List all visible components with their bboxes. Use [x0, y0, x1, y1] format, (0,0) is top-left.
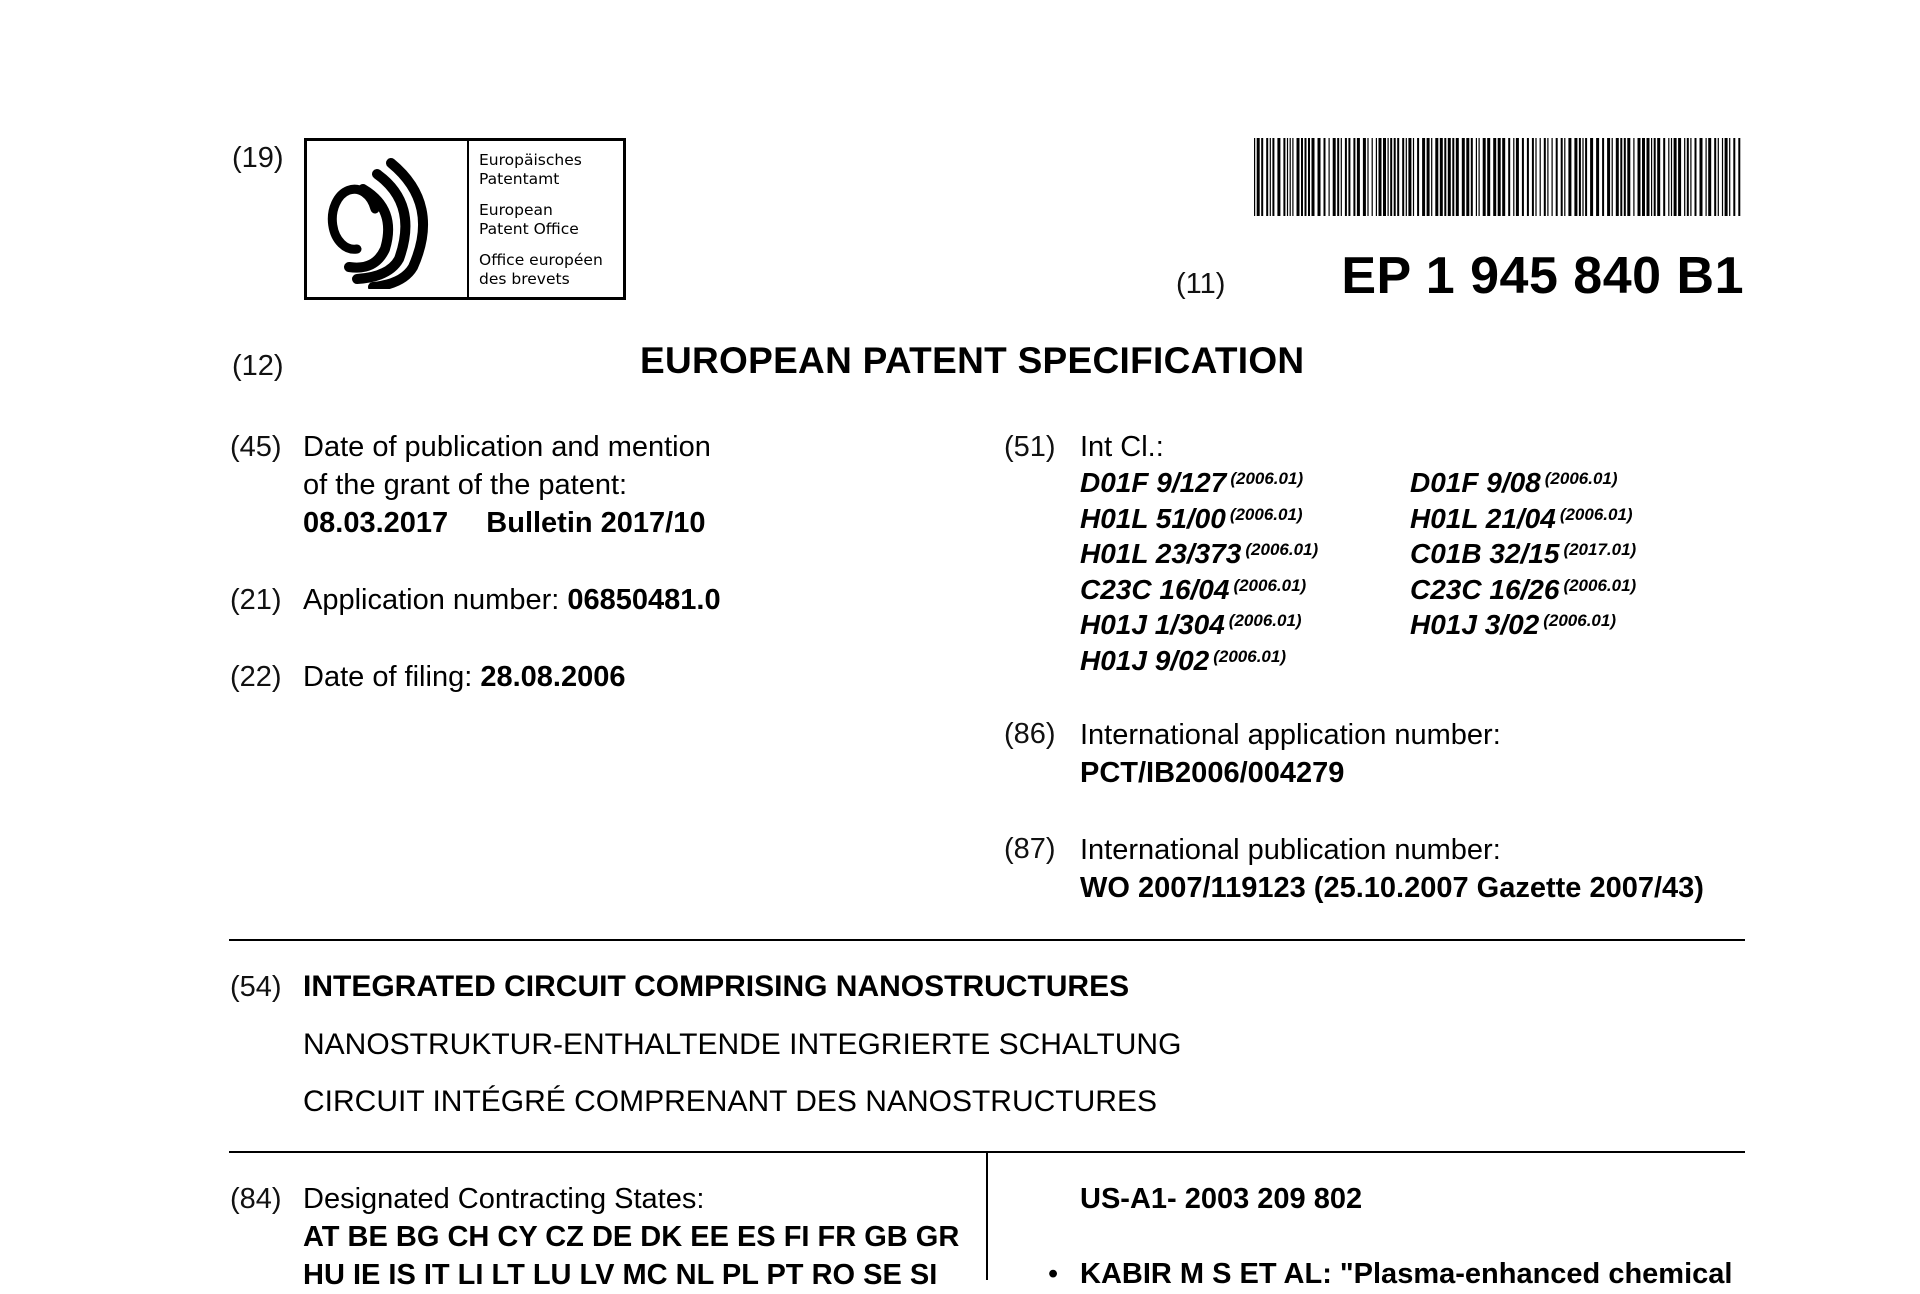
barcode-bar — [1522, 138, 1524, 216]
filing-date: 28.08.2006 — [480, 661, 626, 693]
ipc-class-version: (2006.01) — [1559, 504, 1633, 524]
barcode-bar — [1671, 138, 1672, 216]
barcode-bar — [1431, 138, 1432, 216]
barcode-bar — [1556, 138, 1558, 216]
barcode-bar — [1305, 138, 1307, 216]
barcode-bar — [1379, 138, 1382, 216]
filing-date-row — [303, 658, 625, 696]
barcode-bar — [1487, 138, 1490, 216]
office-name-en-2: Patent Office — [479, 220, 579, 238]
ipc-class-version: (2006.01) — [1229, 504, 1303, 524]
barcode-bar — [1502, 138, 1505, 216]
barcode-bar — [1394, 138, 1396, 216]
barcode-bar — [1301, 138, 1303, 216]
inid-code-54: (54) — [230, 971, 282, 1003]
designated-states-line-2: HU IE IS IT LI LT LU LV MC NL PL PT RO SE SI — [303, 1259, 938, 1291]
barcode-bar — [1479, 138, 1480, 216]
inid-code-84: (84) — [230, 1183, 282, 1215]
barcode-bar — [1297, 138, 1300, 216]
ipc-class — [1080, 465, 1410, 501]
barcode-bar — [1427, 138, 1430, 216]
ipc-class — [1410, 607, 1740, 643]
barcode-bar — [1402, 138, 1404, 216]
ipc-class-version: (2006.01) — [1230, 469, 1304, 488]
barcode-bar — [1448, 138, 1451, 216]
intl-application-label: International application number: — [1080, 719, 1501, 751]
ipc-class-list — [1080, 465, 1740, 678]
barcode-bar — [1417, 138, 1419, 216]
barcode-bar — [1333, 138, 1336, 216]
barcode-bar — [1483, 138, 1486, 216]
barcode-bar — [1527, 138, 1529, 216]
barcode-bar — [1714, 138, 1716, 216]
barcode-bar — [1498, 138, 1501, 216]
barcode-bar — [1312, 138, 1315, 216]
ipc-class-code: H01J 1/304 — [1080, 609, 1225, 640]
barcode-bar — [1254, 138, 1255, 216]
ipc-class-version: (2006.01) — [1213, 646, 1286, 666]
designated-states-label: Designated Contracting States: — [303, 1183, 705, 1215]
barcode-bar — [1388, 138, 1389, 216]
reference-kabir: KABIR M S ET AL: "Plasma-enhanced chemical — [1080, 1258, 1733, 1290]
barcode-bar — [1663, 138, 1665, 216]
barcode-bar — [1345, 138, 1347, 216]
inid-code-21: (21) — [230, 584, 282, 616]
ipc-class — [1080, 607, 1410, 643]
barcode-bar — [1602, 138, 1604, 216]
intl-application-block — [1080, 716, 1501, 792]
barcode-bar — [1353, 138, 1355, 216]
ipc-class-version: (2006.01) — [1544, 469, 1618, 488]
barcode-bar — [1257, 138, 1260, 216]
barcode-bar — [1535, 138, 1536, 216]
barcode-bar — [1579, 138, 1581, 216]
intl-publication-block — [1080, 831, 1704, 907]
barcode-bar — [1376, 138, 1377, 216]
epo-logo — [304, 138, 626, 300]
barcode-bar — [1367, 138, 1368, 216]
barcode-bar — [1408, 138, 1411, 216]
barcode-bar — [1270, 138, 1271, 216]
barcode-bar — [1718, 138, 1719, 216]
ipc-class-code: C23C 16/26 — [1410, 573, 1560, 605]
barcode-bar — [1582, 138, 1583, 216]
barcode-bar — [1729, 138, 1730, 216]
ipc-class — [1080, 643, 1410, 679]
inid-code-22: (22) — [230, 661, 282, 693]
barcode-bar — [1532, 138, 1534, 216]
ipc-class-code: H01L 51/00 — [1080, 502, 1226, 534]
filing-date-label: Date of filing: — [303, 661, 473, 693]
barcode-bar — [1596, 138, 1599, 216]
designated-states-line-1: AT BE BG CH CY CZ DE DK EE ES FI FR GB GR — [303, 1221, 960, 1253]
barcode-bar — [1738, 138, 1740, 216]
barcode-bar — [1552, 138, 1553, 216]
column-divider — [986, 1152, 988, 1280]
inid-code-45: (45) — [230, 431, 282, 463]
intl-publication-number: WO 2007/119123 (25.10.2007 Gazette 2007/43) — [1080, 872, 1704, 904]
barcode-bar — [1725, 138, 1728, 216]
barcode-bar — [1627, 138, 1630, 216]
barcode-bar — [1422, 138, 1425, 216]
inid-code-51: (51) — [1004, 431, 1056, 463]
barcode-bar — [1413, 138, 1414, 216]
barcode-bar — [1657, 138, 1660, 216]
ipc-class-version: (2006.01) — [1228, 611, 1302, 630]
barcode-bar — [1341, 138, 1342, 216]
barcode-bar — [1733, 138, 1735, 216]
title-en: INTEGRATED CIRCUIT COMPRISING NANOSTRUCTURES — [303, 970, 1130, 1003]
title-de: NANOSTRUKTUR-ENTHALTENDE INTEGRIERTE SCHALTUNG — [303, 1028, 1182, 1061]
ipc-class-code: C01B 32/15 — [1410, 538, 1560, 569]
inid-code-87: (87) — [1004, 833, 1056, 865]
application-number-label: Application number: — [303, 584, 560, 616]
barcode-bar — [1544, 138, 1546, 216]
inid-code-19: (19) — [232, 142, 284, 174]
barcode-bar — [1674, 138, 1677, 216]
ipc-class — [1080, 536, 1410, 572]
barcode-bar — [1292, 138, 1293, 216]
ipc-class-version: (2006.01) — [1563, 575, 1637, 595]
ipc-class-code: D01F 9/08 — [1410, 467, 1541, 498]
barcode-bar — [1348, 138, 1350, 216]
barcode-bar — [1397, 138, 1399, 216]
barcode-bar — [1633, 138, 1634, 216]
barcode-bar — [1329, 138, 1330, 216]
barcode-bar — [1695, 138, 1697, 216]
ipc-class — [1080, 572, 1410, 608]
document-type: EUROPEAN PATENT SPECIFICATION — [640, 340, 1305, 381]
barcode-bar — [1684, 138, 1685, 216]
barcode-bar — [1513, 138, 1514, 216]
barcode-bar — [1561, 138, 1563, 216]
application-number-row — [303, 581, 721, 619]
barcode-bar — [1462, 138, 1465, 216]
barcode-bar — [1272, 138, 1274, 216]
ipc-class — [1410, 536, 1740, 572]
barcode-bar — [1452, 138, 1454, 216]
barcode-bar — [1700, 138, 1703, 216]
ipc-class — [1080, 501, 1410, 537]
barcode-bar — [1690, 138, 1691, 216]
office-name-de-2: Patentamt — [479, 170, 560, 188]
barcode-bar — [1466, 138, 1469, 216]
barcode-bar — [1266, 138, 1268, 216]
barcode-bar — [1516, 138, 1519, 216]
barcode-bar — [1508, 138, 1510, 216]
ipc-class-version: (2006.01) — [1233, 575, 1307, 595]
ipc-class-version: (2006.01) — [1245, 540, 1319, 559]
barcode-bar — [1624, 138, 1626, 216]
grant-date-label-1: Date of publication and mention — [303, 431, 711, 463]
barcode-bar — [1390, 138, 1392, 216]
barcode-bar — [1612, 138, 1613, 216]
ipc-class-code: D01F 9/127 — [1080, 467, 1227, 498]
ipc-class — [1410, 572, 1740, 608]
barcode-bar — [1638, 138, 1641, 216]
barcode-bar — [1287, 138, 1288, 216]
ipc-class-code: H01J 3/02 — [1410, 609, 1540, 640]
barcode-bar — [1687, 138, 1689, 216]
barcode-bar — [1383, 138, 1386, 216]
bullet-icon: • — [1048, 1258, 1059, 1290]
application-number: 06850481.0 — [567, 584, 721, 616]
barcode-bar — [1440, 138, 1443, 216]
barcode-bar — [1261, 138, 1263, 216]
barcode-bar — [1444, 138, 1446, 216]
barcode-bar — [1456, 138, 1459, 216]
barcode-bar — [1290, 138, 1291, 216]
barcode-bar — [1283, 138, 1285, 216]
grant-date-label-2: of the grant of the patent: — [303, 469, 628, 501]
barcode-bar — [1607, 138, 1610, 216]
publication-number: EP 1 945 840 B1 — [1341, 247, 1744, 305]
barcode-bar — [1647, 138, 1650, 216]
barcode-bar — [1564, 138, 1565, 216]
separator-top — [229, 939, 1745, 941]
barcode — [1254, 138, 1744, 216]
barcode-bar — [1476, 138, 1477, 216]
barcode-bar — [1708, 138, 1711, 216]
barcode-bar — [1372, 138, 1373, 216]
barcode-bar — [1337, 138, 1339, 216]
ipc-class-code: H01L 21/04 — [1410, 502, 1556, 534]
barcode-bar — [1324, 138, 1326, 216]
inid-code-12: (12) — [232, 350, 284, 382]
barcode-bar — [1363, 138, 1366, 216]
barcode-bar — [1318, 138, 1321, 216]
epo-emblem-icon — [307, 141, 469, 297]
barcode-bar — [1471, 138, 1473, 216]
office-name-fr-2: des brevets — [479, 270, 570, 288]
ipc-class-version: (2017.01) — [1563, 540, 1637, 559]
inid-code-86: (86) — [1004, 718, 1056, 750]
designated-states-block — [303, 1180, 959, 1294]
barcode-bar — [1568, 138, 1571, 216]
barcode-bar — [1722, 138, 1723, 216]
inid-code-11: (11) — [1176, 268, 1226, 300]
barcode-bar — [1616, 138, 1619, 216]
intl-application-number: PCT/IB2006/004279 — [1080, 757, 1345, 789]
ipc-class-code: H01L 23/373 — [1080, 538, 1242, 569]
barcode-bar — [1406, 138, 1407, 216]
ipc-class-code: C23C 16/04 — [1080, 573, 1230, 605]
office-name-en-1: European — [479, 201, 553, 219]
int-cl-label: Int Cl.: — [1080, 431, 1164, 463]
barcode-bar — [1547, 138, 1548, 216]
barcode-bar — [1654, 138, 1656, 216]
barcode-bar — [1706, 138, 1707, 216]
ipc-class-code: H01J 9/02 — [1080, 644, 1210, 676]
barcode-bar — [1668, 138, 1669, 216]
bulletin: Bulletin 2017/10 — [486, 507, 706, 539]
barcode-bar — [1308, 138, 1310, 216]
barcode-bar — [1620, 138, 1622, 216]
office-name-fr-1: Office européen — [479, 251, 603, 269]
barcode-bar — [1540, 138, 1541, 216]
barcode-bar — [1277, 138, 1280, 216]
barcode-bar — [1435, 138, 1438, 216]
barcode-bar — [1585, 138, 1587, 216]
barcode-bar — [1642, 138, 1645, 216]
barcode-bar — [1357, 138, 1360, 216]
ipc-class — [1410, 501, 1740, 537]
ipc-class — [1410, 465, 1740, 501]
intl-publication-label: International publication number: — [1080, 834, 1501, 866]
barcode-bar — [1678, 138, 1681, 216]
title-fr: CIRCUIT INTÉGRÉ COMPRENANT DES NANOSTRUCTURES — [303, 1085, 1157, 1118]
grant-date: 08.03.2017 — [303, 507, 449, 539]
barcode-bar — [1493, 138, 1496, 216]
reference-us: US-A1- 2003 209 802 — [1080, 1183, 1363, 1215]
barcode-bar — [1590, 138, 1593, 216]
office-name-de-1: Europäisches — [479, 151, 582, 169]
ipc-class-version: (2006.01) — [1543, 611, 1616, 630]
office-name — [469, 141, 603, 297]
barcode-bar — [1574, 138, 1577, 216]
barcode-bar — [1651, 138, 1652, 216]
grant-date-block — [303, 428, 711, 542]
